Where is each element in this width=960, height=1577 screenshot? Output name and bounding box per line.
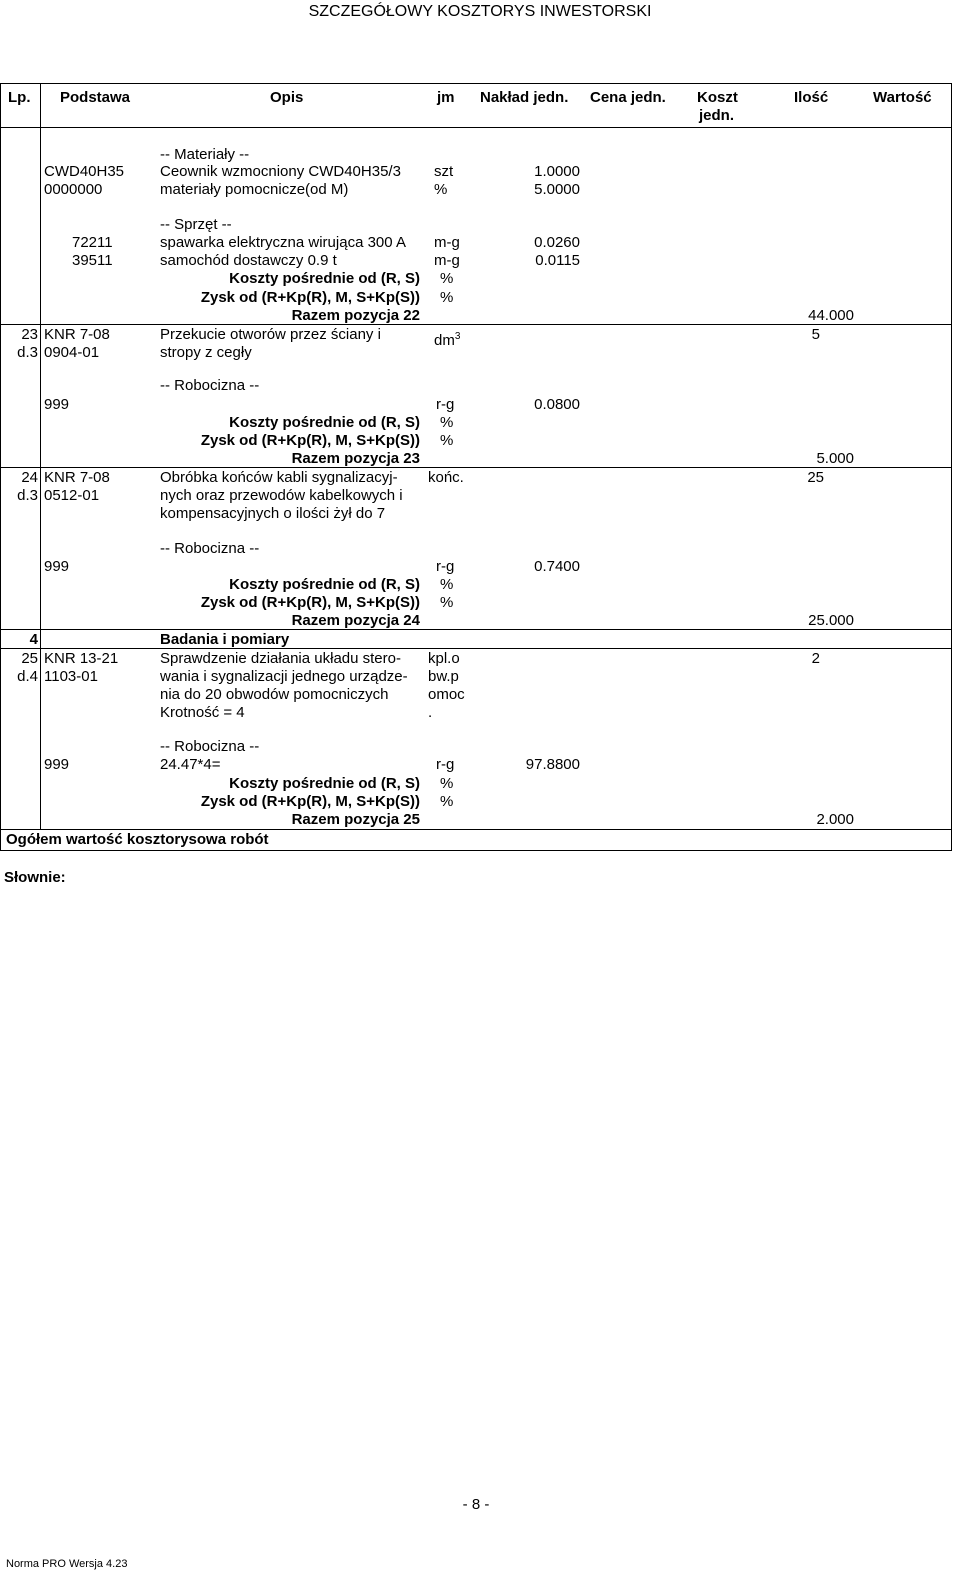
position-lp: 24 bbox=[21, 469, 38, 486]
header-jm: jm bbox=[437, 89, 455, 106]
grand-total-label: Ogółem wartość kosztorysowa robót bbox=[6, 831, 269, 848]
indirect-costs-label: Koszty pośrednie od (R, S) bbox=[229, 775, 420, 792]
material-1-desc: Ceownik wzmocniony CWD40H35/3 bbox=[160, 163, 401, 180]
position-podstawa: KNR 7-08 bbox=[44, 326, 110, 343]
indirect-costs-label: Koszty pośrednie od (R, S) bbox=[229, 414, 420, 431]
equipment-2-code: 39511 bbox=[72, 252, 113, 269]
material-2-naklad: 5.0000 bbox=[534, 181, 580, 198]
table-top-border bbox=[0, 83, 952, 84]
profit-jm: % bbox=[440, 793, 454, 810]
equipment-1-naklad: 0.0260 bbox=[534, 234, 580, 251]
labor-heading: -- Robocizna -- bbox=[160, 540, 260, 557]
position-total-ilosc: 5.000 bbox=[816, 450, 854, 467]
section-title: Badania i pomiary bbox=[160, 631, 290, 648]
profit-jm: % bbox=[440, 432, 454, 449]
header-opis: Opis bbox=[270, 89, 304, 106]
position-jm: kpl.o bbox=[428, 650, 460, 667]
material-code-1: CWD40H35 bbox=[44, 163, 125, 180]
footer-software: Norma PRO Wersja 4.23 bbox=[6, 1558, 128, 1570]
position-podstawa-code: 0904-01 bbox=[44, 344, 100, 361]
grand-total-separator bbox=[0, 829, 952, 830]
indirect-costs-jm: % bbox=[440, 775, 454, 792]
position-description-2: nych oraz przewodów kabelkowych i bbox=[160, 487, 403, 504]
position-lp: 23 bbox=[21, 326, 38, 343]
equipment-1-desc: spawarka elektryczna wirująca 300 A bbox=[160, 234, 406, 251]
header-podstawa: Podstawa bbox=[60, 89, 131, 106]
position-total-label: Razem pozycja 24 bbox=[291, 612, 420, 629]
position-total-label: Razem pozycja 23 bbox=[291, 450, 420, 467]
labor-heading: -- Robocizna -- bbox=[160, 377, 260, 394]
header-bottom-border bbox=[0, 127, 952, 128]
materials-heading: -- Materiały -- bbox=[160, 146, 250, 163]
position-jm-3: omoc bbox=[428, 686, 465, 703]
header-lp: Lp. bbox=[8, 89, 31, 106]
indirect-costs-label: Koszty pośrednie od (R, S) bbox=[229, 576, 420, 593]
page-number: - 8 - bbox=[462, 1496, 490, 1513]
profit-label: Zysk od (R+Kp(R), M, S+Kp(S)) bbox=[200, 594, 420, 611]
labor-code: 999 bbox=[44, 756, 70, 773]
indirect-costs-jm: % bbox=[440, 576, 454, 593]
position-podstawa-code: 0512-01 bbox=[44, 487, 100, 504]
position-description: Sprawdzenie działania układu stero- bbox=[160, 650, 401, 667]
profit-label: Zysk od (R+Kp(R), M, S+Kp(S)) bbox=[200, 793, 420, 810]
position-separator bbox=[0, 324, 952, 325]
position-total-ilosc: 2.000 bbox=[816, 811, 854, 828]
profit-label: Zysk od (R+Kp(R), M, S+Kp(S)) bbox=[200, 289, 420, 306]
labor-code: 999 bbox=[44, 396, 70, 413]
position-multiplier: Krotność = 4 bbox=[160, 704, 245, 721]
position-ilosc: 2 bbox=[811, 650, 820, 667]
material-1-jm: szt bbox=[434, 163, 454, 180]
position-ilosc: 25 bbox=[807, 469, 824, 486]
header-ilosc: Ilość bbox=[794, 89, 829, 106]
labor-naklad: 0.7400 bbox=[534, 558, 580, 575]
labor-formula: 24.47*4= bbox=[160, 756, 221, 773]
equipment-1-code: 72211 bbox=[72, 234, 113, 251]
equipment-2-desc: samochód dostawczy 0.9 t bbox=[160, 252, 337, 269]
header-cena: Cena jedn. bbox=[590, 89, 666, 106]
labor-naklad: 0.0800 bbox=[534, 396, 580, 413]
position-description-3: nia do 20 obwodów pomocniczych bbox=[160, 686, 389, 703]
material-1-naklad: 1.0000 bbox=[534, 163, 580, 180]
equipment-1-jm: m-g bbox=[434, 234, 460, 251]
equipment-2-jm: m-g bbox=[434, 252, 460, 269]
labor-naklad: 97.8800 bbox=[525, 756, 580, 773]
labor-code: 999 bbox=[44, 558, 70, 575]
position-podstawa-code: 1103-01 bbox=[44, 668, 98, 685]
position-lp: 25 bbox=[21, 650, 38, 667]
position-jm: końc. bbox=[428, 469, 464, 486]
indirect-costs-jm: % bbox=[440, 270, 454, 287]
labor-jm: r-g bbox=[436, 396, 455, 413]
profit-jm: % bbox=[440, 289, 454, 306]
equipment-2-naklad: 0.0115 bbox=[535, 252, 580, 269]
profit-label: Zysk od (R+Kp(R), M, S+Kp(S)) bbox=[200, 432, 420, 449]
amount-in-words-label: Słownie: bbox=[4, 869, 66, 886]
header-koszt-jedn: jedn. bbox=[699, 107, 735, 124]
position-description: Obróbka końców kabli sygnalizacyj- bbox=[160, 469, 398, 486]
position-ilosc: 5 bbox=[811, 326, 820, 343]
position-separator bbox=[0, 467, 952, 468]
labor-heading: -- Robocizna -- bbox=[160, 738, 260, 755]
position-podstawa: KNR 13-21 bbox=[44, 650, 119, 667]
header-koszt: Koszt bbox=[697, 89, 738, 106]
col-divider-lp bbox=[40, 83, 41, 830]
equipment-heading: -- Sprzęt -- bbox=[160, 216, 232, 233]
position-separator bbox=[0, 629, 952, 630]
position-lp-ref: d.3 bbox=[17, 344, 38, 361]
section-lp: 4 bbox=[29, 631, 38, 648]
position-lp-ref: d.3 bbox=[17, 487, 38, 504]
material-2-jm: % bbox=[434, 181, 448, 198]
position-jm-2: bw.p bbox=[428, 668, 459, 685]
header-naklad: Nakład jedn. bbox=[480, 89, 569, 106]
section-separator bbox=[0, 648, 952, 649]
header-wartosc: Wartość bbox=[873, 89, 932, 106]
position-jm: $dm^3$ bbox=[434, 331, 461, 349]
position-lp-ref: d.4 bbox=[17, 668, 38, 685]
labor-jm: r-g bbox=[436, 756, 455, 773]
position-description-2: wania i sygnalizacji jednego urządze- bbox=[160, 668, 408, 685]
material-code-2: 0000000 bbox=[44, 181, 103, 198]
position-total-label: Razem pozycja 25 bbox=[291, 811, 420, 828]
material-2-desc: materiały pomocnicze(od M) bbox=[160, 181, 349, 198]
position-description-3: kompensacyjnych o ilości żył do 7 bbox=[160, 505, 386, 522]
document-title: SZCZEGÓŁOWY KOSZTORYS INWESTORSKI bbox=[308, 3, 652, 20]
indirect-costs-jm: % bbox=[440, 414, 454, 431]
position-description: Przekucie otworów przez ściany i bbox=[160, 326, 381, 343]
indirect-costs-label: Koszty pośrednie od (R, S) bbox=[229, 270, 420, 287]
position-total-ilosc: 25.000 bbox=[808, 612, 854, 629]
position-podstawa: KNR 7-08 bbox=[44, 469, 110, 486]
profit-jm: % bbox=[440, 594, 454, 611]
position-jm-4: . bbox=[428, 704, 433, 721]
position-total-label: Razem pozycja 22 bbox=[291, 307, 420, 324]
position-total-ilosc: 44.000 bbox=[808, 307, 854, 324]
position-description-2: stropy z cegły bbox=[160, 344, 252, 361]
table-bottom-border bbox=[0, 850, 952, 851]
labor-jm: r-g bbox=[436, 558, 455, 575]
